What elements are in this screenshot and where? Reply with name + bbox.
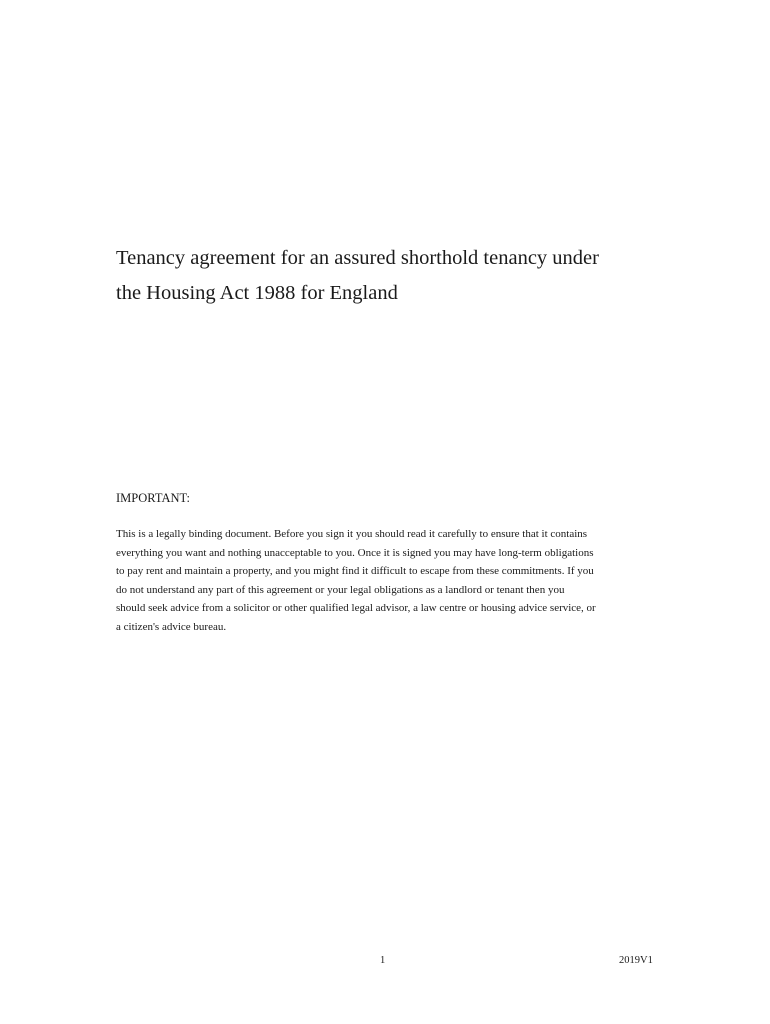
body-line-3: to pay rent and maintain a property, and you might find it difficult to escape from these commitments. If you [116,565,594,578]
body-line-1: This is a legally binding document. Before you sign it you should read it carefully to ensure that it contains [116,528,588,540]
body-line-4: do not understand any part of this agreement or your legal obligations as a landlord or tenant then you [116,583,565,596]
page-number: 1 [380,955,386,966]
document-title [116,241,676,311]
body-line-2: everything you want and nothing unacceptable to you. Once it is signed you may have long-term obligations [116,546,594,559]
important-label: IMPORTANT: [116,491,191,505]
body-line-6: a citizen's advice bureau. [116,620,227,633]
important-notice-paragraph [116,525,676,637]
body-line-5: should seek advice from a solicitor or other qualified legal advisor, a law centre or housing advice service, or [116,602,596,615]
title-line-1: Tenancy agreement for an assured shorthold tenancy under [116,247,599,269]
version-label: 2019V1 [619,955,653,966]
title-line-2: the Housing Act 1988 for England [116,282,398,304]
